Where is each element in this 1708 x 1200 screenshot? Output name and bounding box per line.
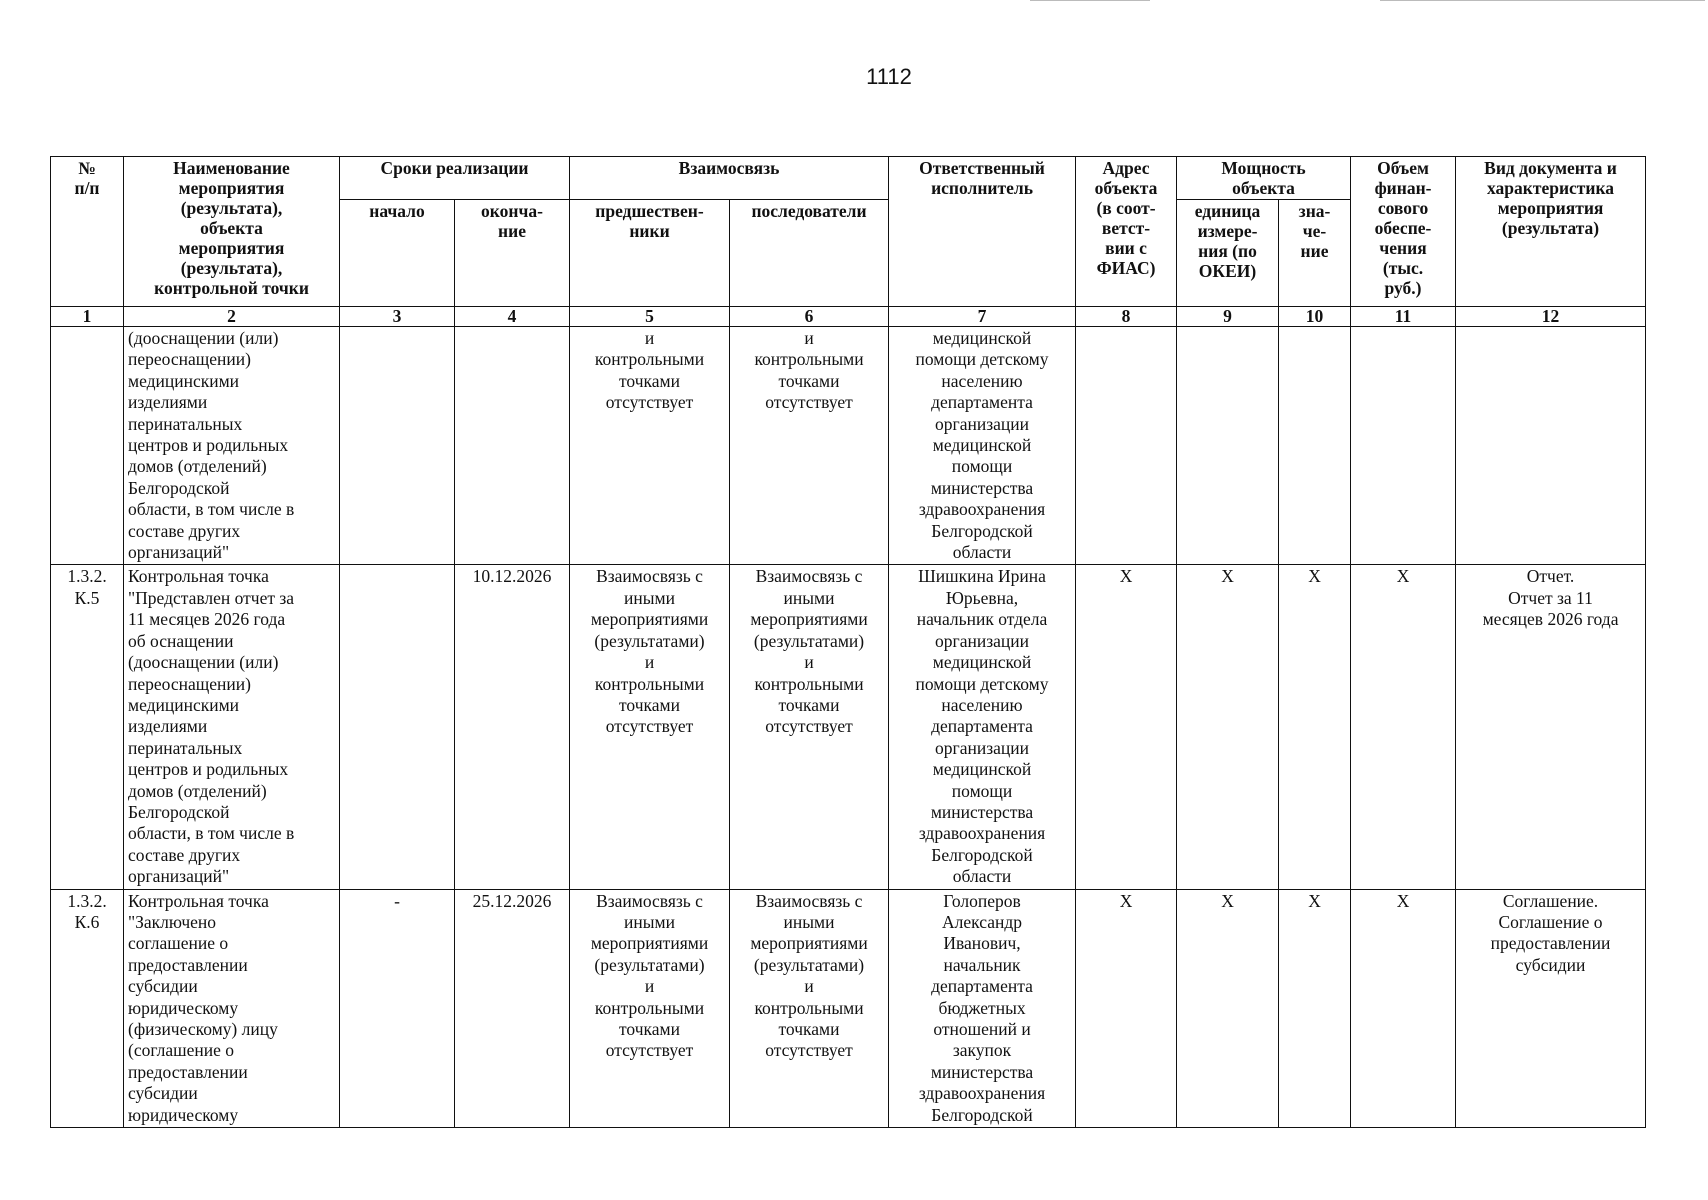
scan-edge-line [1030,0,1150,1]
column-number: 6 [730,307,889,327]
header-name: Наименование мероприятия (результата), объекта мероприятия (результата), контрольной точки [124,157,340,307]
row-financing: X [1351,565,1456,889]
column-number: 8 [1076,307,1177,327]
row-number [51,327,124,565]
header-unit: единица измере- ния (по ОКЕИ) [1177,200,1279,307]
row-doc-type: Отчет. Отчет за 11 месяцев 2026 года [1456,565,1646,889]
column-number: 10 [1279,307,1351,327]
row-number: 1.3.2. К.6 [51,889,124,1127]
header-capacity: Мощность объекта [1177,157,1351,200]
row-name: (дооснащении (или) переоснащении) медицинскими изделиями перинатальных центров и родильных домов (отделений) Белгородской области, в том числе в составе других организаций" [124,327,340,565]
header-num: № п/п [51,157,124,307]
column-number: 4 [455,307,570,327]
row-name: Контрольная точка "Представлен отчет за 11 месяцев 2026 года об оснащении (дооснащении (или) переоснащении) медицинскими изделиями перинатальных центров и родильных домов (отделений) Белгородской области, в том числе в составе других организаций" [124,565,340,889]
row-value: X [1279,565,1351,889]
page-number: 1112 [866,64,912,89]
row-value [1279,327,1351,565]
column-number-row [51,307,1646,327]
row-start [340,565,455,889]
header-predecessors: предшествен- ники [570,200,730,307]
row-doc-type: Соглашение. Соглашение о предоставлении субсидии [1456,889,1646,1127]
row-address: X [1076,565,1177,889]
column-number: 12 [1456,307,1646,327]
row-unit: X [1177,889,1279,1127]
row-end [455,327,570,565]
row-successors: Взаимосвязь с иными мероприятиями (результатами) и контрольными точками отсутствует [730,565,889,889]
row-successors: Взаимосвязь с иными мероприятиями (результатами) и контрольными точками отсутствует [730,889,889,1127]
header-terms: Сроки реализации [340,157,570,200]
header-start: начало [340,200,455,307]
column-number: 5 [570,307,730,327]
row-name: Контрольная точка "Заключено соглашение о предоставлении субсидии юридическому (физическому) лицу (соглашение о предоставлении субсидии юридическому [124,889,340,1127]
row-number: 1.3.2. К.5 [51,565,124,889]
row-financing: X [1351,889,1456,1127]
header-end: оконча- ние [455,200,570,307]
header-responsible: Ответственный исполнитель [889,157,1076,307]
row-end: 10.12.2026 [455,565,570,889]
implementation-plan-table [50,156,1646,1128]
column-number: 11 [1351,307,1456,327]
row-address [1076,327,1177,565]
table-row [51,565,1646,889]
row-predecessors: Взаимосвязь с иными мероприятиями (результатами) и контрольными точками отсутствует [570,889,730,1127]
row-successors: и контрольными точками отсутствует [730,327,889,565]
column-number: 3 [340,307,455,327]
row-responsible: Шишкина Ирина Юрьевна, начальник отдела организации медицинской помощи детскому населению департамента организации медицинской помощи министерства здравоохранения Белгородской области [889,565,1076,889]
row-start: - [340,889,455,1127]
table-row [51,889,1646,1127]
row-responsible: медицинской помощи детскому населению департамента организации медицинской помощи министерства здравоохранения Белгородской области [889,327,1076,565]
row-start [340,327,455,565]
column-number: 9 [1177,307,1279,327]
row-address: X [1076,889,1177,1127]
scan-edge-line-right [1380,0,1705,1]
row-value: X [1279,889,1351,1127]
row-end: 25.12.2026 [455,889,570,1127]
row-predecessors: и контрольными точками отсутствует [570,327,730,565]
header-value: зна- че- ние [1279,200,1351,307]
row-responsible: Голоперов Александр Иванович, начальник департамента бюджетных отношений и закупок министерства здравоохранения Белгородской [889,889,1076,1127]
header-row-1 [51,157,1646,200]
header-relation: Взаимосвязь [570,157,889,200]
header-doc-type: Вид документа и характеристика мероприятия (результата) [1456,157,1646,307]
row-predecessors: Взаимосвязь с иными мероприятиями (результатами) и контрольными точками отсутствует [570,565,730,889]
header-address: Адрес объекта (в соот- ветст- вии с ФИАС) [1076,157,1177,307]
header-financing: Объем финан- сового обеспе- чения (тыс. руб.) [1351,157,1456,307]
table-row [51,327,1646,565]
row-unit: X [1177,565,1279,889]
row-unit [1177,327,1279,565]
column-number: 7 [889,307,1076,327]
column-number: 2 [124,307,340,327]
header-successors: последователи [730,200,889,307]
row-financing [1351,327,1456,565]
row-doc-type [1456,327,1646,565]
column-number: 1 [51,307,124,327]
